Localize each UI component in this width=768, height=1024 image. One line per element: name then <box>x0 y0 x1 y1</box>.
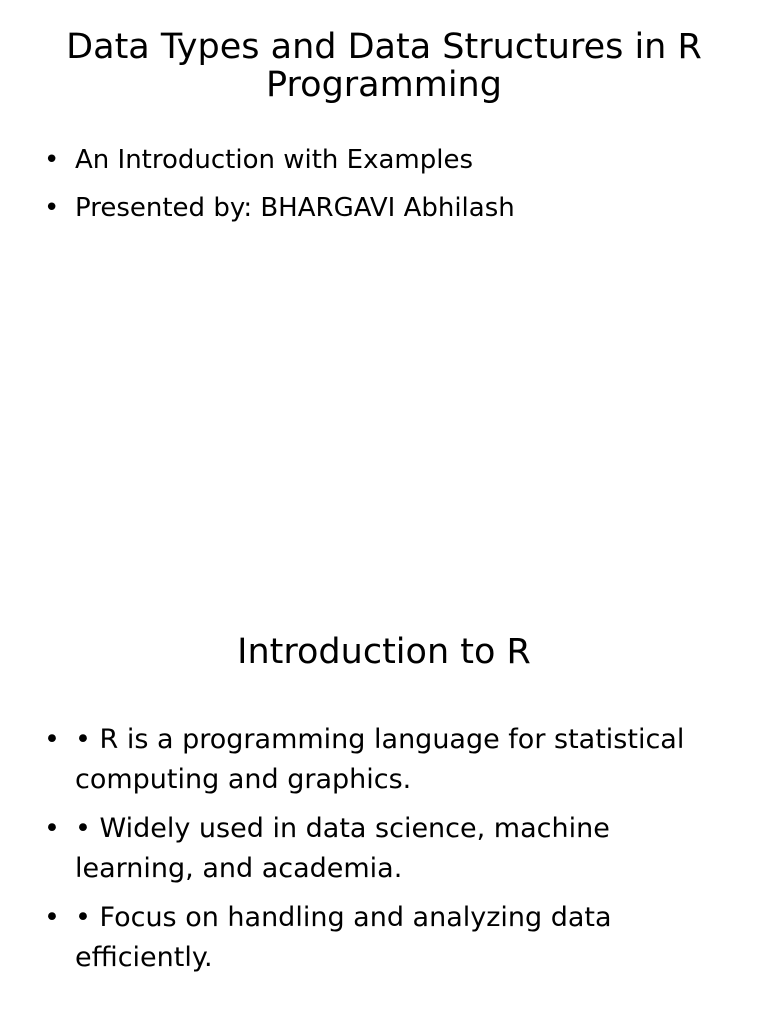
bullet-text: • Focus on handling and analyzing data efficiently. <box>75 902 612 973</box>
bullet-item <box>0 720 700 800</box>
bullet-dot-icon: • <box>44 813 60 844</box>
bullet-list <box>0 144 700 240</box>
bullet-dot-icon: • <box>44 902 60 933</box>
bullet-dot-icon: • <box>44 193 60 223</box>
bullet-text: • R is a programming language for statistical computing and graphics. <box>75 724 685 795</box>
bullet-item <box>0 809 700 889</box>
bullet-list <box>0 720 700 987</box>
bullet-item <box>0 144 700 176</box>
bullet-item <box>0 192 700 224</box>
slide-title: Introduction to R <box>237 632 531 672</box>
slide-2 <box>0 576 768 1024</box>
bullet-text: An Introduction with Examples <box>75 145 474 175</box>
bullet-text: • Widely used in data science, machine learning, and academia. <box>75 813 610 884</box>
bullet-dot-icon: • <box>44 724 60 755</box>
slide-title: Data Types and Data Structures in R Programming <box>66 27 702 105</box>
bullet-text: Presented by: BHARGAVI Abhilash <box>75 193 515 223</box>
bullet-dot-icon: • <box>44 145 60 175</box>
bullet-item <box>0 898 700 978</box>
